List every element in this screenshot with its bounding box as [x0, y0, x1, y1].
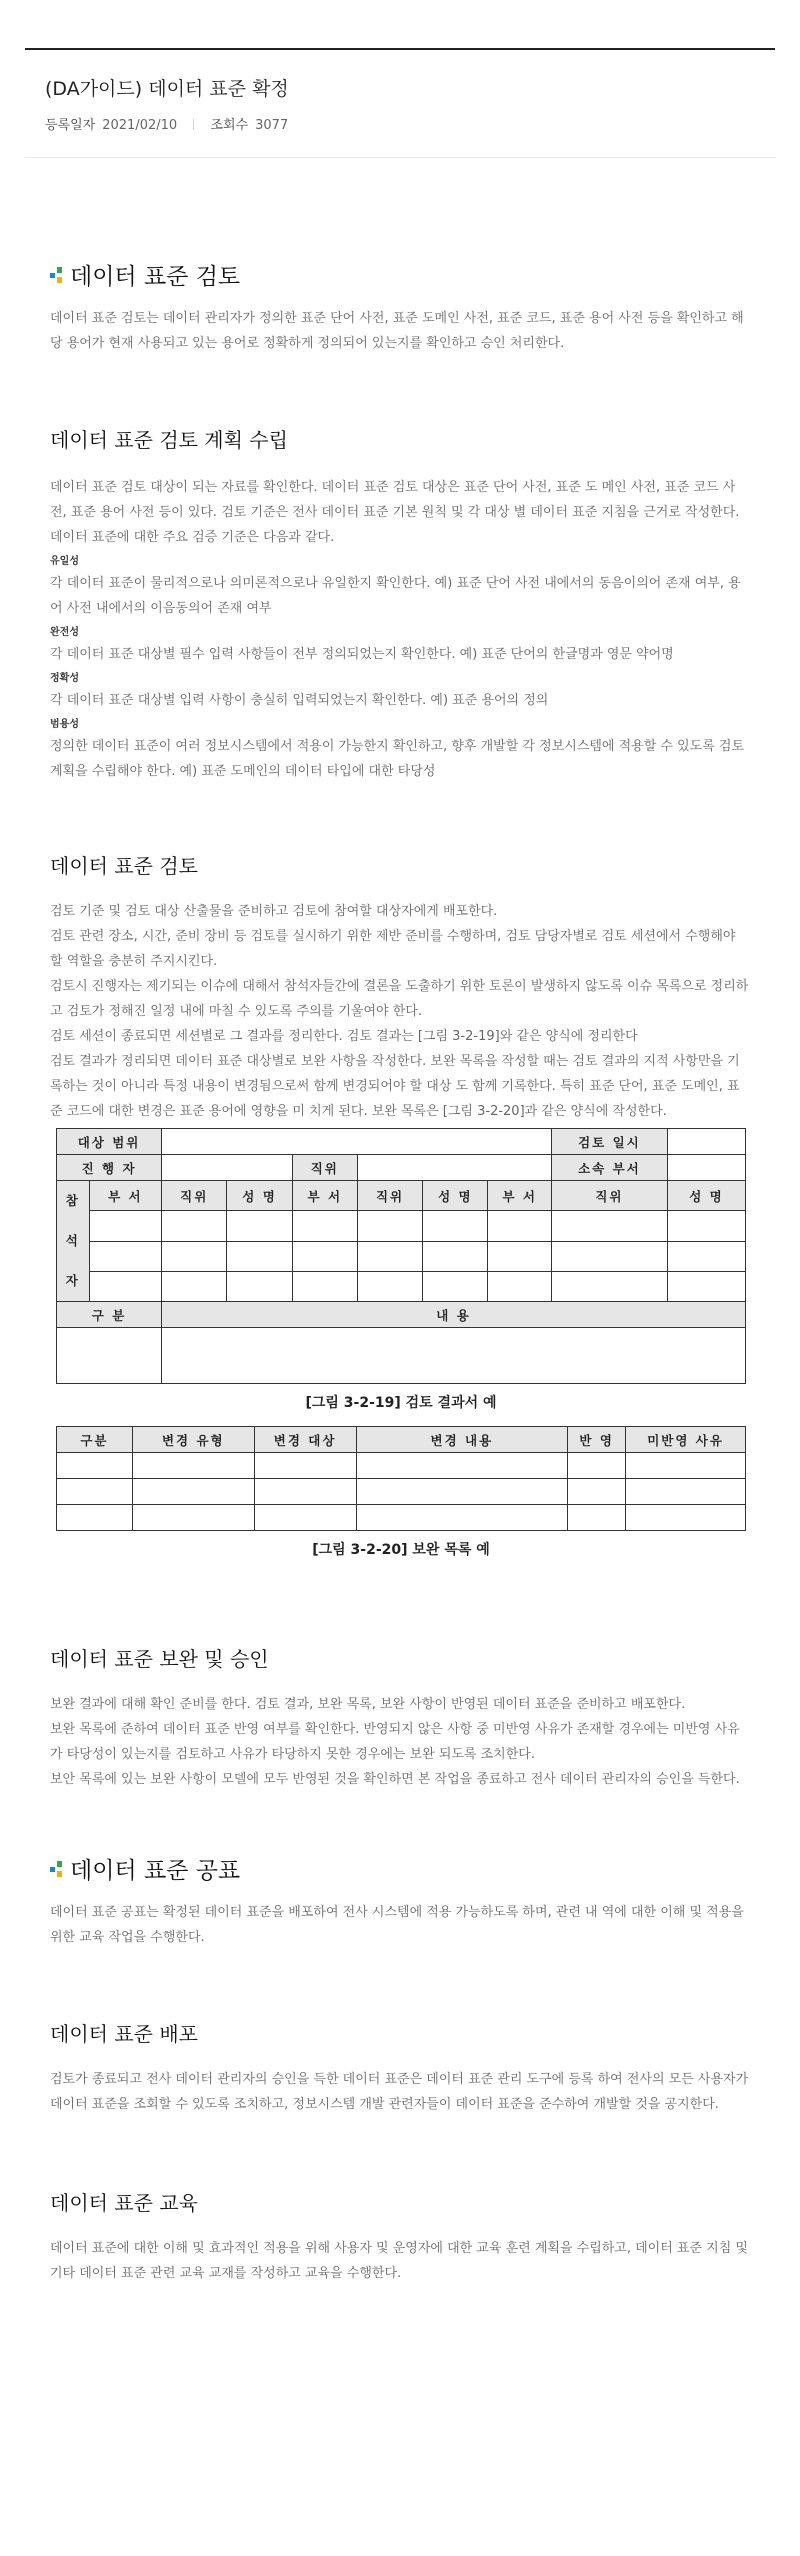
subsection-title: 데이터 표준 검토 계획 수립	[50, 428, 288, 452]
dept-column-header: 부 서	[89, 1181, 162, 1211]
revision-column-header: 변경 유형	[132, 1427, 254, 1453]
page-title: (DA가이드) 데이터 표준 확정	[45, 78, 289, 100]
figure-revision-list	[56, 1426, 746, 1559]
review-result-table	[56, 1128, 746, 1384]
review-date-value	[667, 1129, 745, 1155]
subsection-distribute	[50, 2018, 750, 2117]
criteria-term: 범용성	[50, 719, 79, 730]
subsection-review	[50, 850, 750, 1559]
revision-column-header: 변경 내용	[356, 1427, 568, 1453]
dept-column-header: 부 서	[292, 1181, 357, 1211]
criteria-term: 정확성	[50, 673, 79, 684]
approve-line: 보완 목록에 준하여 데이터 표준 반영 여부를 확인한다. 반영되지 않은 사항 중 미반영 사유가 존재할 경우에는 미반영 사유가 타당성이 있는지를 검토하고 사유가 타당하지 못한 경우에는 보완 되도록 조치한다.	[50, 1722, 740, 1762]
criteria-desc: 각 데이터 표준 대상별 필수 입력 사항들이 전부 정의되었는지 확인한다. 예) 표준 단어의 한글명과 영문 약어명	[50, 647, 674, 662]
subsection-title: 데이터 표준 검토	[50, 854, 198, 878]
position-value	[357, 1155, 551, 1181]
position-column-header: 직위	[551, 1181, 667, 1211]
attendees-label	[57, 1181, 90, 1302]
view-count: 3077	[255, 118, 289, 133]
presenter-value	[162, 1155, 293, 1181]
position-label: 직위	[292, 1155, 357, 1181]
revision-column-header: 미반영 사유	[626, 1427, 746, 1453]
division-header: 구 분	[57, 1302, 162, 1328]
revision-row	[57, 1453, 746, 1479]
criteria-desc: 각 데이터 표준이 물리적으로나 의미론적으로나 유일한지 확인한다. 예) 표준 단어 사전 내에서의 동음이의어 존재 여부, 용어 사전 내에서의 이음동의어 존재 여부	[50, 576, 741, 616]
section-title	[50, 258, 750, 291]
post-meta	[45, 114, 755, 133]
figure-caption: [그림 3-2-19] 검토 결과서 예	[305, 1395, 497, 1411]
attendee-row	[57, 1271, 746, 1301]
criteria-desc: 정의한 데이터 표준이 여러 정보시스템에서 적용이 가능한지 확인하고, 향후 개발할 각 정보시스템에 적용할 수 있도록 검토 계획을 수립해야 한다. 예) 표준 도메인의 데이터 타입에 대한 타당성	[50, 739, 745, 779]
review-line: 검토 기준 및 검토 대상 산출물을 준비하고 검토에 참여할 대상자에게 배포한다.	[50, 904, 498, 919]
meta-divider	[193, 119, 194, 130]
criteria-term: 유일성	[50, 556, 79, 567]
views-label: 조회수	[210, 118, 249, 133]
section-publish	[50, 1852, 750, 1950]
section-title-text: 데이터 표준 공표	[70, 1858, 241, 1884]
subsection-approve	[50, 1643, 750, 1792]
attendees-char: 자	[65, 1273, 80, 1288]
content-cell	[162, 1328, 746, 1384]
subsection-education	[50, 2187, 750, 2286]
attendees-char: 석	[65, 1233, 80, 1248]
review-line: 검토 관련 장소, 시간, 준비 장비 등 검토를 실시하기 위한 제반 준비를 수행하며, 검토 담당자별로 검토 세션에서 수행해야 할 역할을 충분히 주지시킨다.	[50, 929, 736, 969]
content-header: 내 용	[162, 1302, 746, 1328]
name-column-header: 성 명	[227, 1181, 292, 1211]
section-intro: 데이터 표준 검토는 데이터 관리자가 정의한 표준 단어 사전, 표준 도메인 사전, 표준 코드, 표준 용어 사전 등을 확인하고 해당 용어가 현재 사용되고 있는 용어로 정확하게 정의되어 있는지를 확인하고 승인 처리한다.	[50, 311, 744, 351]
review-line: 검토시 진행자는 제기되는 이슈에 대해서 참석자들간에 결론을 도출하기 위한 토론이 발생하지 않도록 이슈 목록으로 정리하고 검토가 정해진 일정 내에 마칠 수 있도록 주의를 기울여야 한다.	[50, 979, 749, 1019]
figure-caption: [그림 3-2-20] 보완 목록 예	[312, 1542, 490, 1558]
section-bullet-icon	[50, 1861, 62, 1877]
distribute-text: 검토가 종료되고 전사 데이터 관리자의 승인을 득한 데이터 표준은 데이터 표준 관리 도구에 등록 하여 전사의 모든 사용자가 데이터 표준을 조회할 수 있도록 조치하고, 정보시스템 개발 관련자들이 데이터 표준을 준수하여 개발할 것을 공지한다.	[50, 2072, 749, 2112]
dept-column-header: 부 서	[488, 1181, 551, 1211]
section-title	[50, 1852, 750, 1885]
attendee-row	[57, 1211, 746, 1241]
plan-text: 데이터 표준 검토 대상이 되는 자료를 확인한다. 데이터 표준 검토 대상은 표준 단어 사전, 표준 도 메인 사전, 표준 코드 사전, 표준 용어 사전 등이 있다. 검토 기준은 전사 데이터 표준 기본 원칙 및 각 대상 별 데이터 표준 지침을 근거로 작성한다. 데이터 표준에 대한 주요 검증 기준은 다음과 같다.	[50, 480, 740, 545]
revision-row	[57, 1505, 746, 1531]
review-date-label: 검토 일시	[551, 1129, 667, 1155]
revision-column-header: 변경 대상	[254, 1427, 356, 1453]
bottom-spacer	[50, 2286, 750, 2366]
target-range-value	[162, 1129, 552, 1155]
review-text	[50, 899, 750, 1124]
approve-line: 보완 결과에 대해 확인 준비를 한다. 검토 결과, 보완 목록, 보완 사항이 반영된 데이터 표준을 준비하고 배포한다.	[50, 1697, 686, 1712]
attendee-row	[57, 1241, 746, 1271]
article-body	[0, 258, 800, 2366]
subsection-title: 데이터 표준 보완 및 승인	[50, 1647, 269, 1671]
position-column-header: 직위	[357, 1181, 422, 1211]
revision-row	[57, 1479, 746, 1505]
attendees-char: 참	[65, 1193, 80, 1208]
section-title-text: 데이터 표준 검토	[70, 264, 241, 290]
revision-column-header: 구분	[57, 1427, 133, 1453]
post-header	[25, 48, 775, 158]
position-column-header: 직위	[162, 1181, 227, 1211]
section-intro: 데이터 표준 공표는 확정된 데이터 표준을 배포하여 전사 시스템에 적용 가능하도록 하며, 관련 내 역에 대한 이해 및 적용을 위한 교육 작업을 수행한다.	[50, 1905, 744, 1945]
post-date: 2021/02/10	[102, 118, 178, 133]
subsection-title: 데이터 표준 배포	[50, 2022, 198, 2046]
presenter-label: 진 행 자	[57, 1155, 162, 1181]
name-column-header: 성 명	[667, 1181, 745, 1211]
subsection-title: 데이터 표준 교육	[50, 2191, 198, 2215]
criteria-list	[50, 553, 750, 784]
section-bullet-icon	[50, 267, 62, 283]
page	[0, 48, 800, 2366]
criteria-desc: 각 데이터 표준 대상별 입력 사항이 충실히 입력되었는지 확인한다. 예) 표준 용어의 정의	[50, 693, 549, 708]
name-column-header: 성 명	[423, 1181, 488, 1211]
approve-text	[50, 1692, 750, 1792]
revision-column-header: 반 영	[568, 1427, 626, 1453]
target-range-label: 대상 범위	[57, 1129, 162, 1155]
education-text: 데이터 표준에 대한 이해 및 효과적인 적용을 위해 사용자 및 운영자에 대한 교육 훈련 계획을 수립하고, 데이터 표준 지침 및 기타 데이터 표준 관련 교육 교재를 작성하고 교육을 수행한다.	[50, 2241, 748, 2281]
date-label: 등록일자	[45, 118, 96, 133]
criteria-term: 완전성	[50, 627, 79, 638]
section-review	[50, 258, 750, 356]
approve-line: 보안 목록에 있는 보완 사항이 모델에 모두 반영된 것을 확인하면 본 작업을 종료하고 전사 데이터 관리자의 승인을 득한다.	[50, 1772, 740, 1787]
figure-review-result	[56, 1128, 746, 1412]
department-label: 소속 부서	[551, 1155, 667, 1181]
division-cell	[57, 1328, 162, 1384]
subsection-plan	[50, 424, 750, 784]
review-line: 검토 세션이 종료되면 세션별로 그 결과를 정리한다. 검토 결과는 [그림 3-2-19]와 같은 양식에 정리한다	[50, 1029, 638, 1044]
revision-list-table	[56, 1426, 746, 1531]
department-value	[667, 1155, 745, 1181]
review-line: 검토 결과가 정리되면 데이터 표준 대상별로 보완 사항을 작성한다. 보완 목록을 작성할 때는 검토 결과의 지적 사항만을 기록하는 것이 아니라 특정 내용이 변경됨으로써 함께 변경되어야 할 대상 도 함께 기록한다. 특히 표준 단어, 표준 도메인, 표준 코드에 대한 변경은 표준 용어에 영향을 미 치게 된다. 보완 목록은 [그림 3-2-20]과 같은 양식에 작성한다.	[50, 1054, 740, 1119]
